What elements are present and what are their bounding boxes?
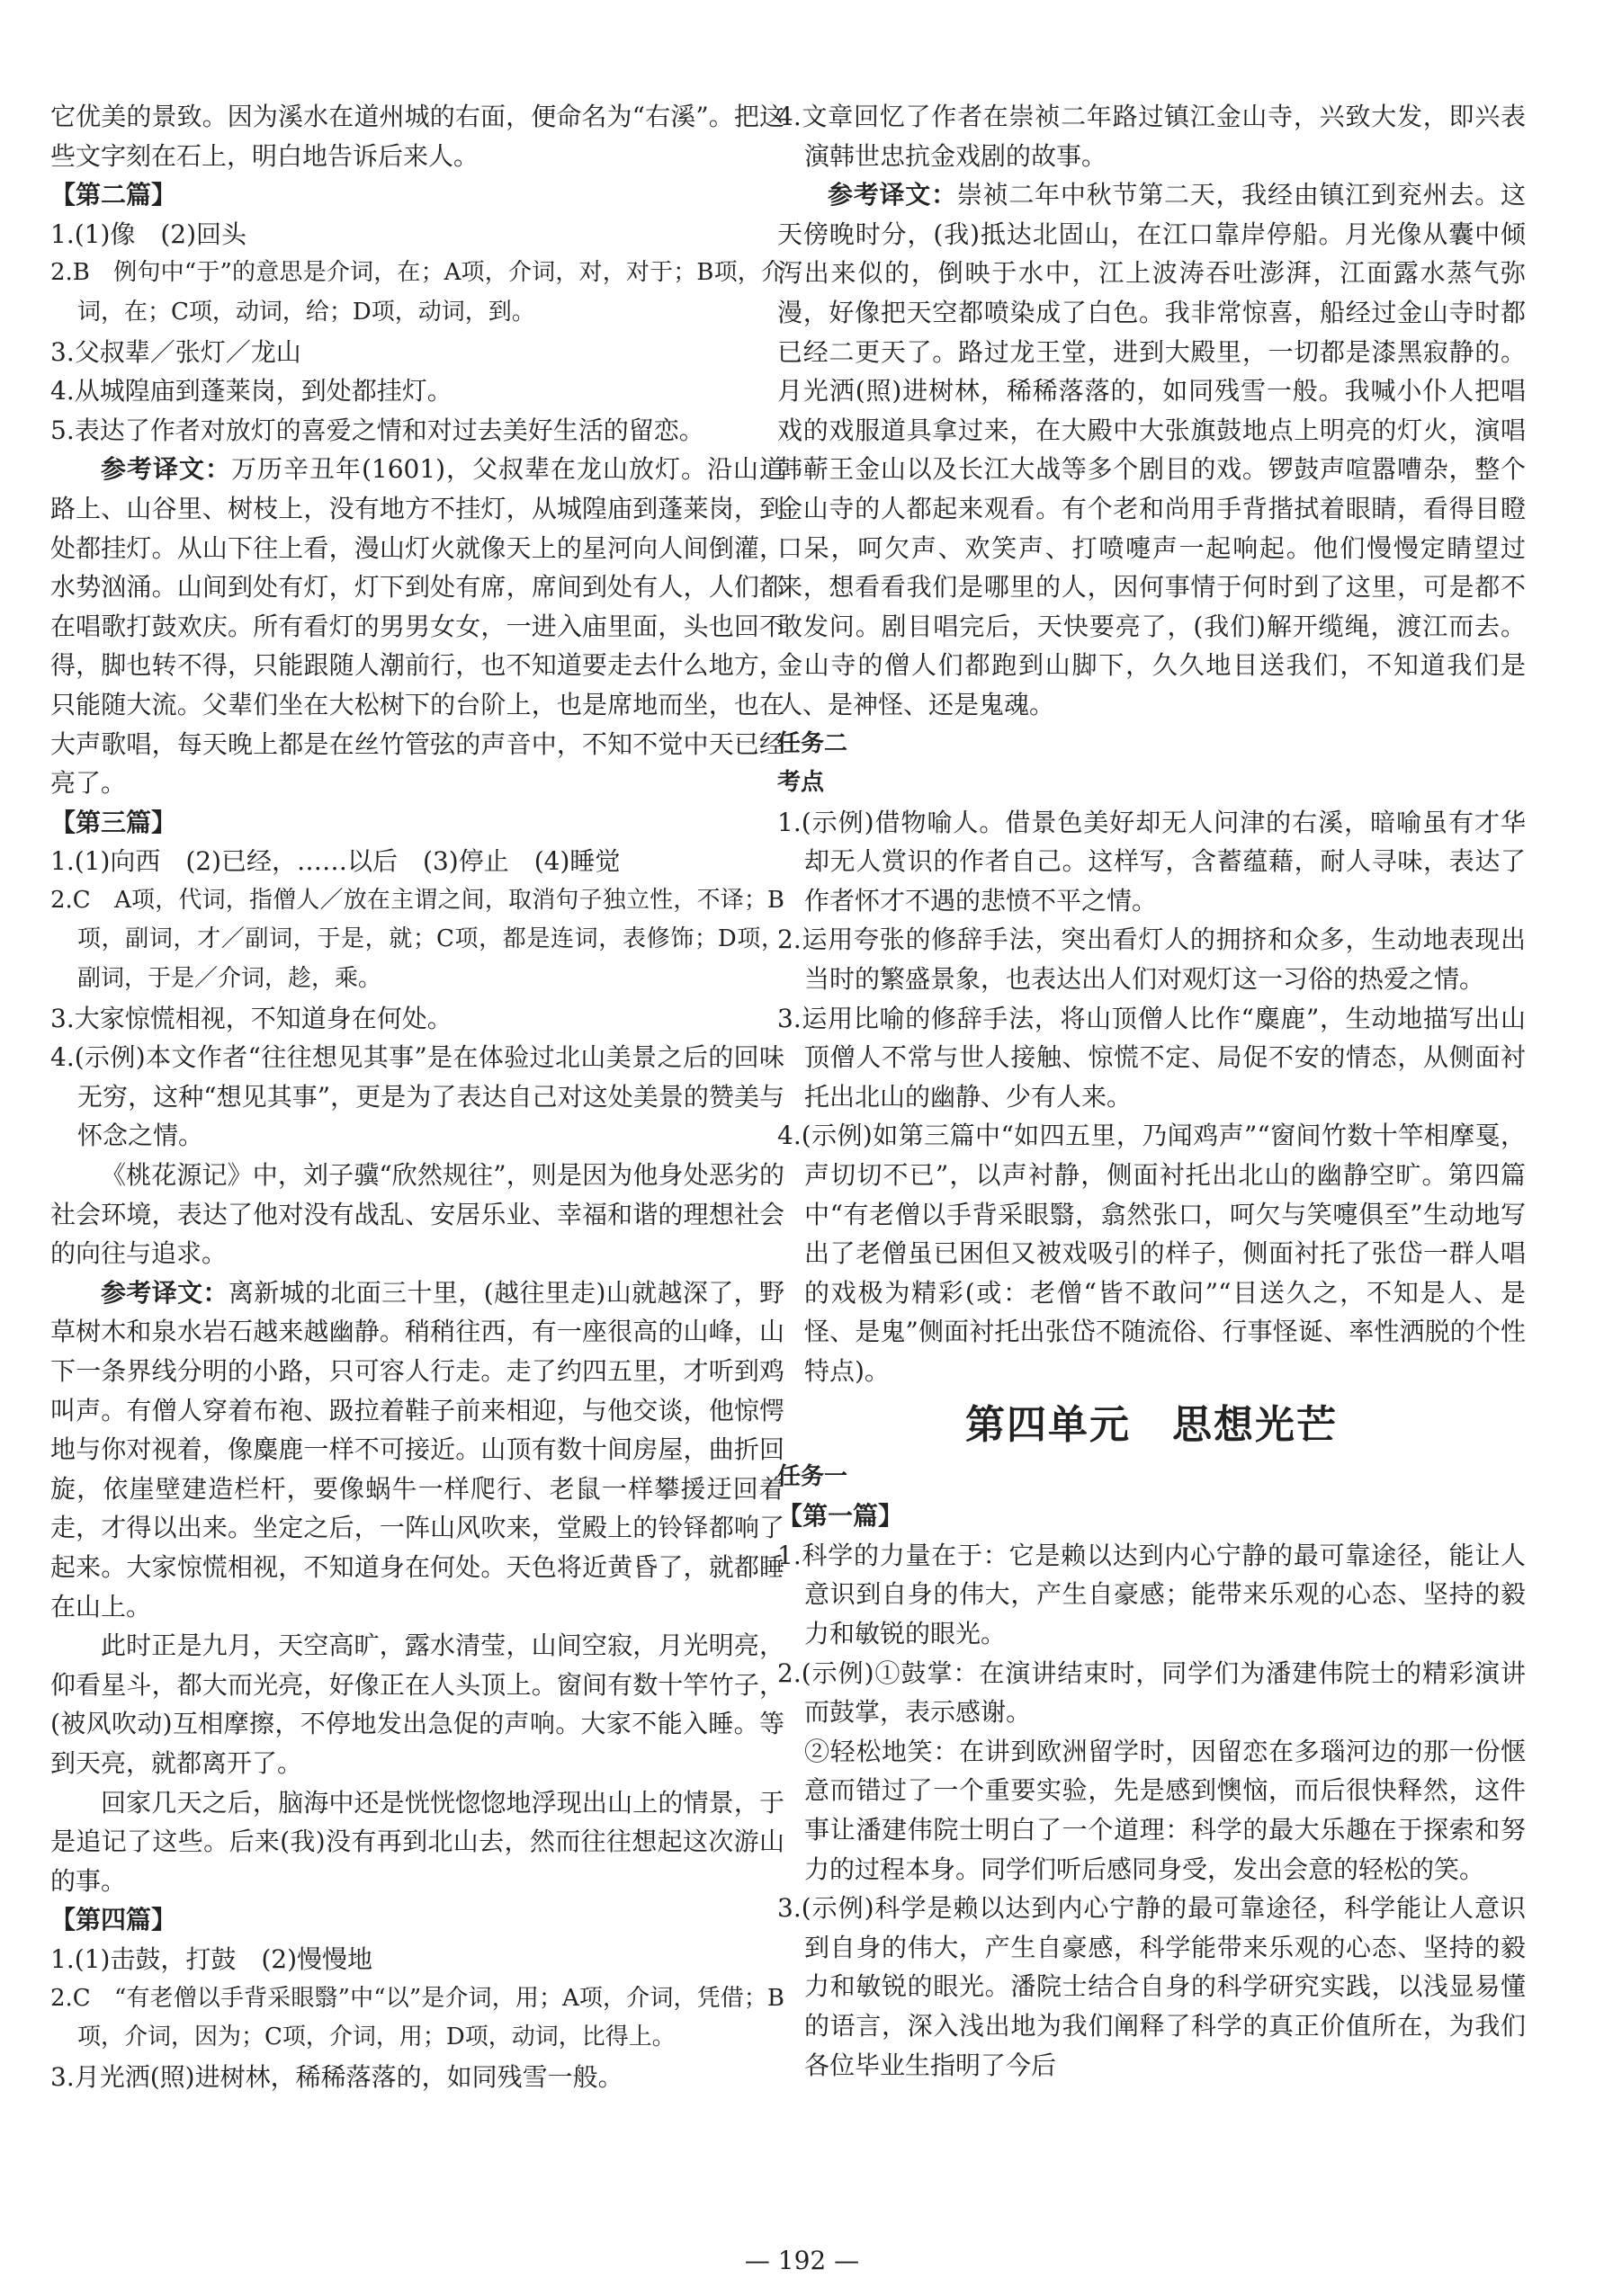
section-heading: 【第四篇】 (50, 1905, 177, 1935)
answer-item: 3.父叔辈／张灯／龙山 (50, 336, 301, 367)
answer-item: 3.(示例)科学是赖以达到内心宁静的最可靠途径，科学能让人意识到自身的伟大，产生自豪感，科学能带来乐观的心态、坚持的毅力和敏锐的眼光。潘院士结合自身的科学研究实践，以浅显易懂的语言，深入浅出地为我们阐释了科学的真正价值所在，为我们各位毕业生指明了今后 (777, 1893, 1526, 2080)
section-heading: 【第三篇】 (50, 807, 177, 837)
answer-item: 1.(1)像 (2)回头 (50, 219, 247, 249)
reference-translation (777, 175, 1526, 724)
answer-item: 3.月光洒(照)进树林，稀稀落落的，如同残雪一般。 (50, 2061, 623, 2092)
answer-item: 3.大家惊慌相视，不知道身在何处。 (50, 1003, 453, 1033)
answer-item: 2.运用夸张的修辞手法，突出看灯人的拥挤和众多，生动地表现出当时的繁盛景象，也表达出人们对观灯这一习俗的热爱之情。 (777, 925, 1526, 995)
answer-item: 1.(示例)借物喻人。借景色美好却无人问津的右溪，暗喻虽有才华却无人赏识的作者自己。这样写，含蓄蕴藉，耐人寻味，表达了作者怀才不遇的悲愤不平之情。 (777, 807, 1526, 916)
page-number: — 192 — (744, 2246, 860, 2275)
answer-item: 4.(示例)如第三篇中“如四五里，乃闻鸡声”“窗间竹数十竿相摩戛，声切切不已”，以声衬静，侧面衬托出北山的幽静空旷。第四篇中“有老僧以手背采眼翳，翕然张口，呵欠与笑嚏俱至”生动地写出了老僧虽已困但又被戏吸引的样子，侧面衬托了张岱一群人唱的戏极为精彩(或：老僧“皆不敢问”“目送久之，不知是人、是怪、是鬼”侧面衬托出张岱不随流俗、行事怪诞、率性洒脱的个性特点)。 (777, 1121, 1526, 1386)
paragraph: 回家几天之后，脑海中还是恍恍惚惚地浮现出山上的情景，于是追记了这些。后来(我)没有再到北山去，然而往往想起这次游山的事。 (50, 1787, 784, 1896)
paragraph: 它优美的景致。因为溪水在道州城的右面，便命名为“右溪”。把这些文字刻在石上，明白地告诉后来人。 (50, 102, 784, 171)
answer-item: 2.B 例句中“于”的意思是介词，在；A项，介词，对，对于；B项，介词，在；C项，动词，给；D项，动词，到。 (50, 259, 784, 326)
answer-item: 1.科学的力量在于：它是赖以达到内心宁静的最可靠途径，能让人意识到自身的伟大，产生自豪感；能带来乐观的心态、坚持的毅力和敏锐的眼光。 (777, 1540, 1526, 1648)
reference-label: 参考译文： (101, 454, 231, 485)
task-heading: 任务一 (777, 1462, 848, 1490)
paragraph: 《桃花源记》中，刘子骥“欣然规往”，则是因为他身处恶劣的社会环境，表达了他对没有战乱、安居乐业、幸福和谐的理想社会的向往与追求。 (50, 1160, 784, 1269)
reference-text: 万历辛丑年(1601)，父叔辈在龙山放灯。沿山道路上、山谷里、树枝上，没有地方不挂灯，从城隍庙到蓬莱岗，到处都挂灯。从山下往上看，漫山灯火就像天上的星河向人间倒灌，水势汹涌。山间到处有灯，灯下到处有席，席间到处有人，人们都在唱歌打鼓欢庆。所有看灯的男男女女，一进入庙里面，头也回不得，脚也转不得，只能跟随人潮前行，也不知道要走去什么地方，只能随大流。父辈们坐在大松树下的台阶上，也是席地而坐，也在大声歌唱，每天晚上都是在丝竹管弦的声音中，不知不觉中天已经亮了。 (50, 454, 784, 799)
answer-item: 1.(1)向西 (2)已经，……以后 (3)停止 (4)睡觉 (50, 846, 621, 877)
reference-label: 参考译文： (101, 1277, 229, 1308)
answer-item: 5.表达了作者对放灯的喜爱之情和对过去美好生活的留恋。 (50, 415, 704, 445)
section-heading: 【第二篇】 (50, 180, 177, 210)
subheading: 考点 (777, 769, 825, 797)
answer-item: 4.(示例)本文作者“往往想见其事”是在体验过北山美景之后的回味无穷，这种“想见其事”，更是为了表达自己对这处美景的赞美与怀念之情。 (50, 1042, 784, 1151)
answer-item: 4.文章回忆了作者在崇祯二年路过镇江金山寺，兴致大发，即兴表演韩世忠抗金戏剧的故事。 (777, 102, 1526, 171)
paragraph: 此时正是九月，天空高旷，露水清莹，山间空寂，月光明亮，仰看星斗，都大而光亮，好像正在人头顶上。窗间有数十竿竹子，(被风吹动)互相摩擦，不停地发出急促的声响。大家不能入睡。等到天亮，就都离开了。 (50, 1630, 784, 1778)
answer-item: 4.从城隍庙到蓬莱岗，到处都挂灯。 (50, 376, 453, 406)
task-heading: 任务二 (777, 729, 848, 757)
right-column (777, 97, 1526, 2085)
section-heading: 【第一篇】 (777, 1501, 904, 1532)
answer-item: ②轻松地笑：在讲到欧洲留学时，因留恋在多瑙河边的那一份惬意而错过了一个重要实验，先是感到懊恼，而后很快释然，这件事让潘建伟院士明白了一个道理：科学的最大乐趣在于探索和努力的过程本身。同学们听后感同身受，发出会意的轻松的笑。 (804, 1736, 1526, 1884)
left-column (50, 97, 784, 2096)
answer-item: 1.(1)击鼓，打鼓 (2)慢慢地 (50, 1943, 373, 1974)
unit-title: 第四单元 思想光芒 (965, 1401, 1338, 1448)
reference-label: 参考译文： (828, 180, 957, 210)
answer-item: 3.运用比喻的修辞手法，将山顶僧人比作“麋鹿”，生动地描写出山顶僧人不常与世人接触、惊慌不定、局促不安的情态，从侧面衬托出北山的幽静、少有人来。 (777, 1003, 1526, 1112)
reference-translation (50, 450, 784, 802)
reference-text: 离新城的北面三十里，(越往里走)山就越深了，野草树木和泉水岩石越来越幽静。稍稍往西，有一座很高的山峰，山下一条界线分明的小路，只可容人行走。走了约四五里，才听到鸡叫声。有僧人穿着布袍、趿拉着鞋子前来相迎，与他交谈，他惊愕地与你对视着，像麋鹿一样不可接近。山顶有数十间房屋，曲折回旋，依崖壁建造栏杆，要像蜗牛一样爬行、老鼠一样攀援迂回着走，才得以出来。坐定之后，一阵山风吹来，堂殿上的铃铎都响了起来。大家惊慌相视，不知道身在何处。天色将近黄昏了，就都睡在山上。 (50, 1277, 784, 1621)
answer-item: 2.C “有老僧以手背采眼翳”中“以”是介词，用；A项，介词，凭借；B项，介词，因为；C项，介词，用；D项，动词，比得上。 (50, 1984, 784, 2051)
reference-text: 崇祯二年中秋节第二天，我经由镇江到兖州去。这天傍晚时分，(我)抵达北固山，在江口靠岸停船。月光像从囊中倾泻出来似的，倒映于水中，江上波涛吞吐澎湃，江面露水蒸气弥漫，好像把天空都喷染成了白色。我非常惊喜，船经过金山寺时都已经二更天了。路过龙王堂，进到大殿里，一切都是漆黑寂静的。月光洒(照)进树林，稀稀落落的，如同残雪一般。我喊小仆人把唱戏的戏服道具拿过来，在大殿中大张旗鼓地点上明亮的灯火，演唱韩蕲王金山以及长江大战等多个剧目的戏。锣鼓声喧嚣嘈杂，整个金山寺的人都起来观看。有个老和尚用手背揩拭着眼睛，看得目瞪口呆，呵欠声、欢笑声、打喷嚏声一起响起。他们慢慢定睛望过来，想看看我们是哪里的人，因何事情于何时到了这里，可是都不敢发问。剧目唱完后，天快要亮了，(我们)解开缆绳，渡江而去。金山寺的僧人们都跑到山脚下，久久地目送我们，不知道我们是人、是神怪、还是鬼魂。 (777, 180, 1526, 719)
answer-item: 2.(示例)①鼓掌：在演讲结束时，同学们为潘建伟院士的精彩演讲而鼓掌，表示感谢。 (777, 1657, 1526, 1728)
reference-translation (50, 1273, 784, 1626)
answer-item: 2.C A项，代词，指僧人／放在主谓之间，取消句子独立性，不译；B项，副词，才／副词，于是，就；C项，都是连词，表修饰；D项，副词，于是／介词，趁，乘。 (50, 886, 784, 993)
